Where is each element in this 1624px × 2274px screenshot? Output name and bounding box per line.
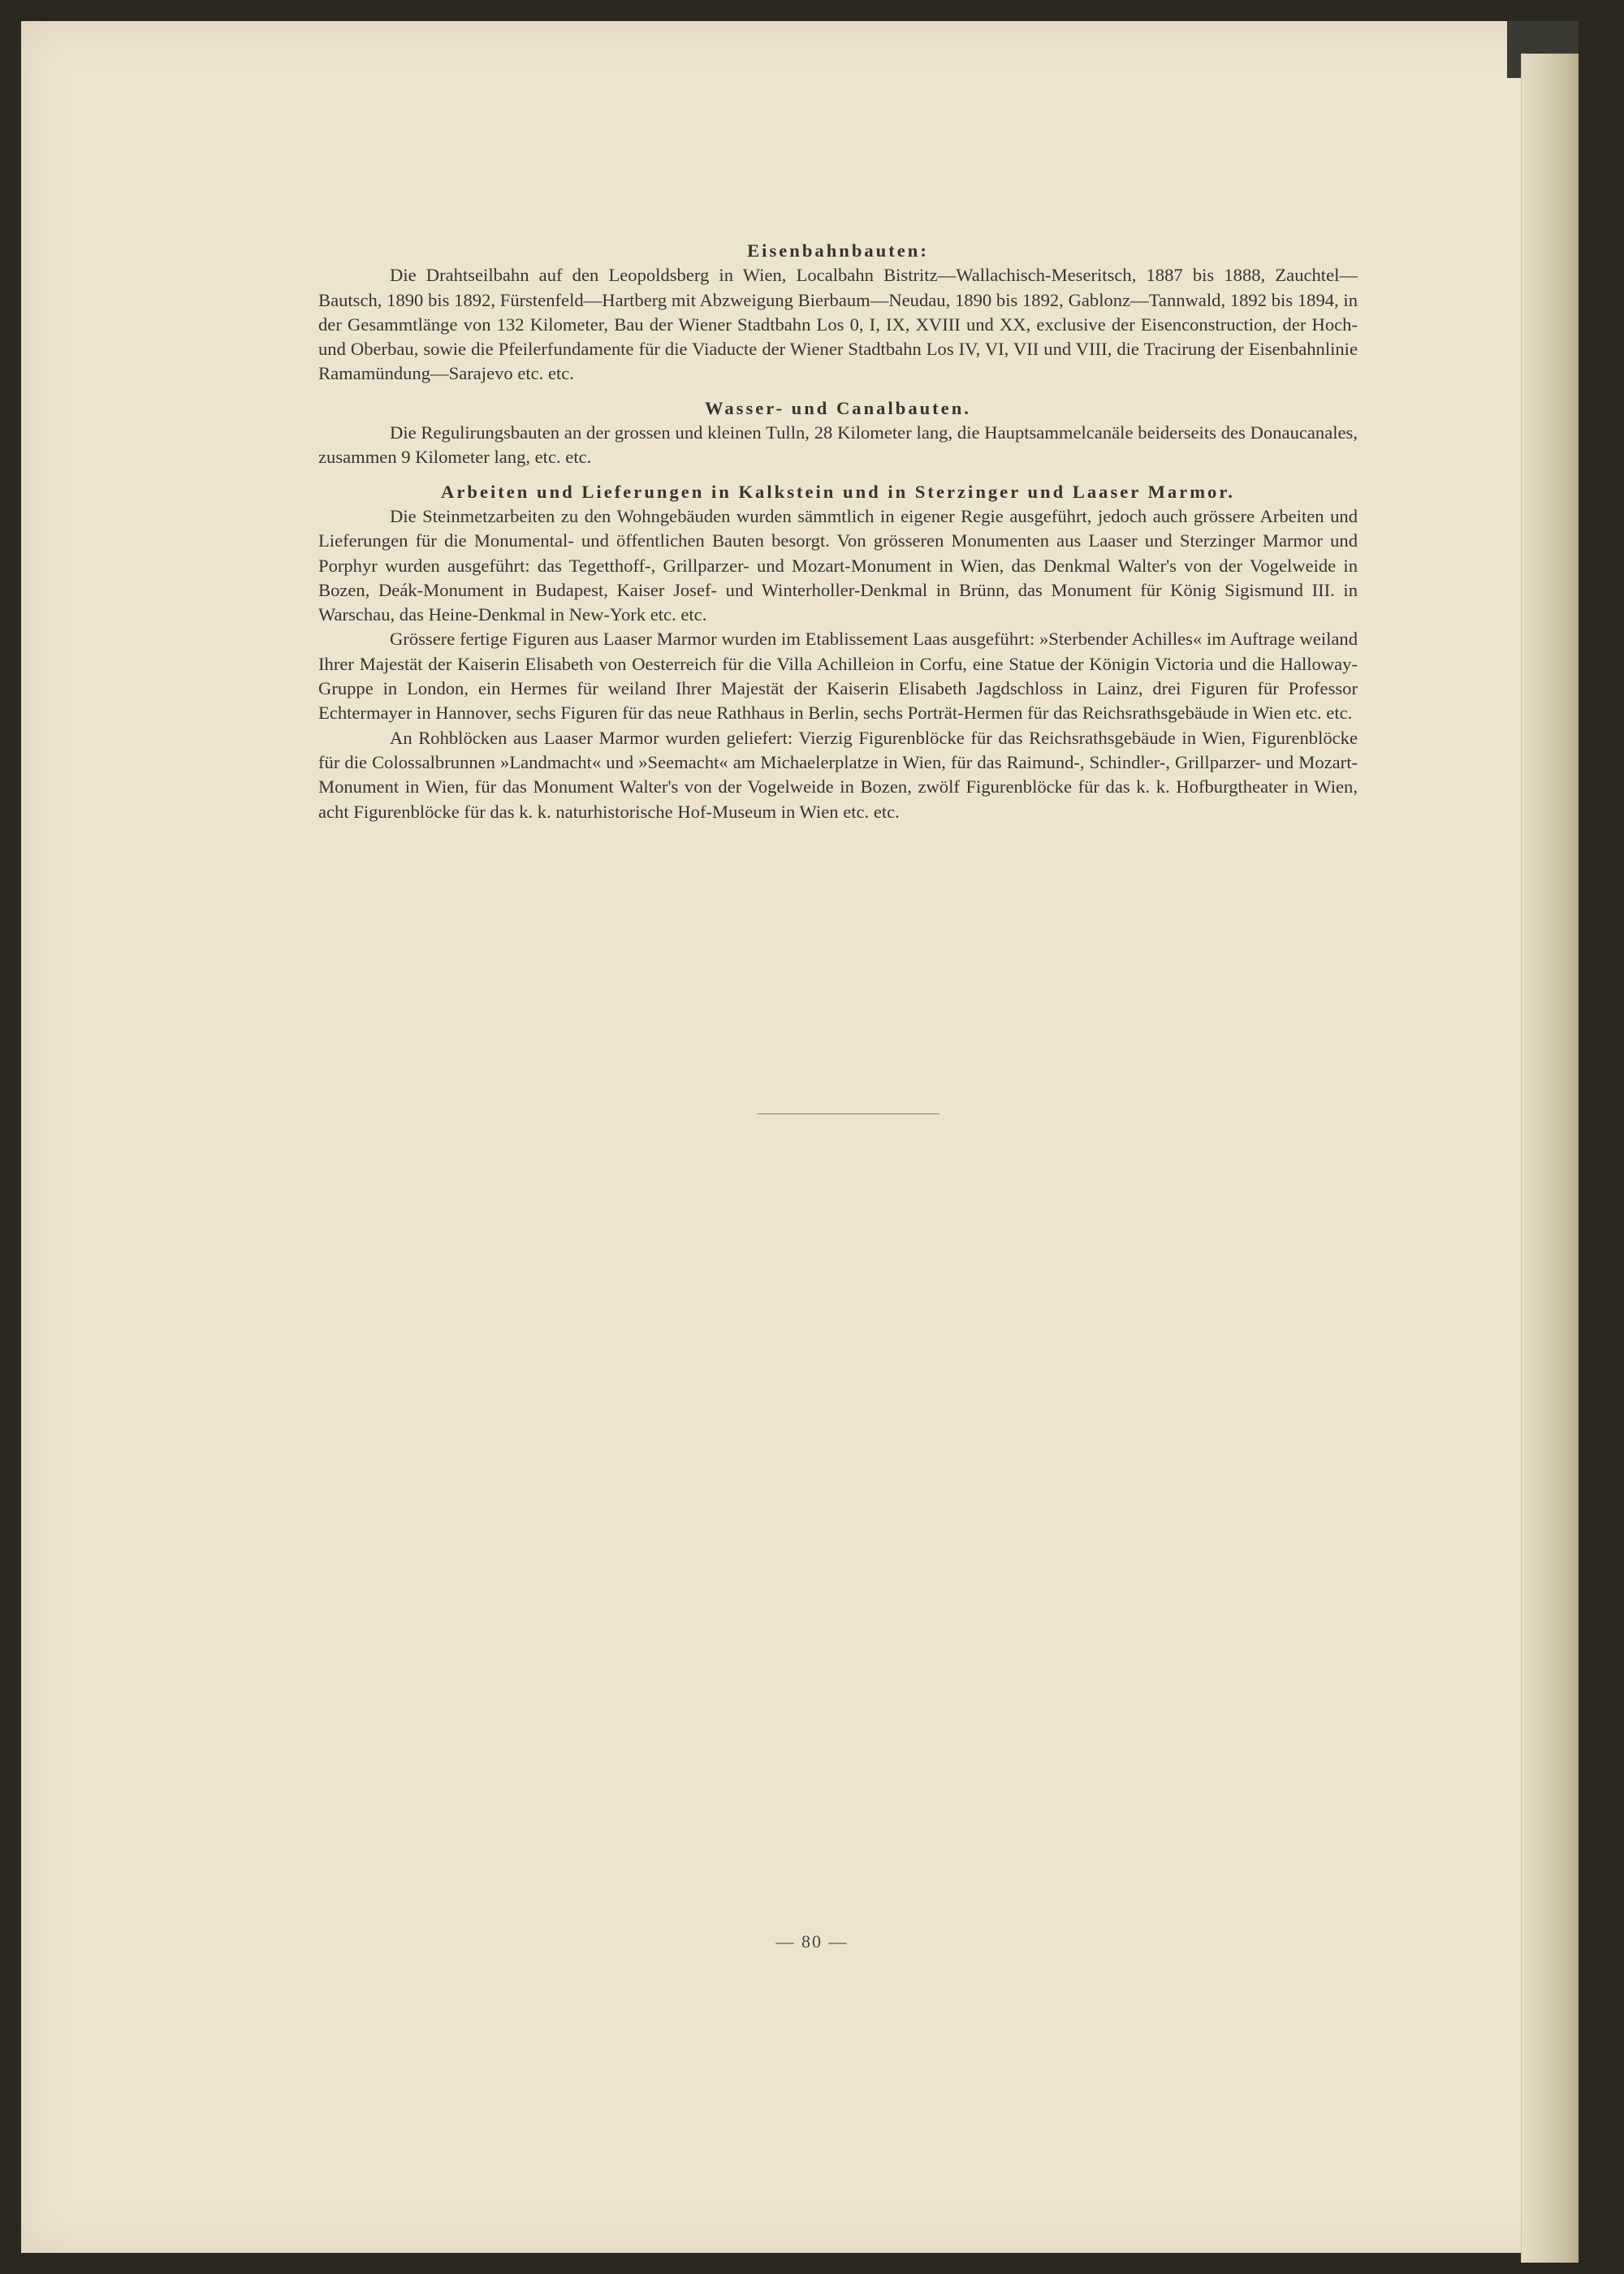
paragraph-wasserbauten: Die Regulirungsbauten an der grossen und kleinen Tulln, 28 Kilometer lang, die Hauptsammelcanäle beiderseits des Donaucanales, zusammen 9 Kilometer lang, etc. etc. bbox=[318, 422, 1358, 468]
section-end-rule bbox=[757, 1113, 939, 1114]
paragraph-steinmetzarbeiten: Die Steinmetzarbeiten zu den Wohngebäuden wurden sämmtlich in eigener Regie ausgeführt, jedoch auch grössere Arbeiten und Lieferungen für die Monumental- und öffentlichen Bauten besorgt. Von grösseren Monumenten aus Laaser und Sterzinger Marmor und Porphyr wurden ausgeführt: das Tegetthoff-, Grillparzer- und Mozart-Monument in Wien, das Denkmal Walter's von der Vogelweide in Bozen, Deák-Monument in Budapest, Kaiser Josef- und Winterholler-Denkmal in Brünn, das Monument für König Sigismund III. in Warschau, das Heine-Denkmal in New-York etc. etc. bbox=[318, 505, 1358, 625]
paragraph-figuren: Grössere fertige Figuren aus Laaser Marmor wurden im Etablissement Laas ausgeführt: »Sterbender Achilles« im Auftrage weiland Ihrer Majestät der Kaiserin Elisabeth von Oesterreich für die Villa Achilleion in Corfu, eine Statue der Königin Victoria und die Halloway-Gruppe in London, ein Hermes für weiland Ihrer Majestät der Kaiserin Elisabeth Jagdschloss in Lainz, drei Figuren für Professor Echtermayer in Hannover, sechs Figuren für das neue Rathhaus in Berlin, sechs Porträt-Hermen für das Reichsrathsgebäude in Wien etc. etc. bbox=[318, 629, 1358, 724]
text-block bbox=[318, 239, 1358, 824]
section-heading-steinarbeiten: Arbeiten und Lieferungen in Kalkstein und in Sterzinger und Laaser Marmor. bbox=[441, 481, 1235, 502]
page-number: — 80 — bbox=[775, 1931, 849, 1952]
paragraph-rohbloecke: An Rohblöcken aus Laaser Marmor wurden geliefert: Vierzig Figurenblöcke für das Reichsrathsgebäude in Wien, Figurenblöcke für die Colossalbrunnen »Landmacht« und »Seemacht« am Michaelerplatze in Wien, für das Raimund-, Schindler-, Grillparzer- und Mozart-Monument in Wien, für das Monument Walter's von der Vogelweide in Bozen, zwölf Figurenblöcke für das k. k. Hofburgtheater in Wien, acht Figurenblöcke für das k. k. naturhistorische Hof-Museum in Wien etc. etc. bbox=[318, 727, 1358, 822]
paragraph-eisenbahnbauten: Die Drahtseilbahn auf den Leopoldsberg in Wien, Localbahn Bistritz—Wallachisch-Meseritsch, 1887 bis 1888, Zauchtel—Bautsch, 1890 bis 1892, Fürstenfeld—Hartberg mit Abzweigung Bierbaum—Neudau, 1890 bis 1892, Gablonz—Tannwald, 1892 bis 1894, in der Gesammtlänge von 132 Kilometer, Bau der Wiener Stadtbahn Los 0, I, IX, XVIII und XX, exclusive der Eisenconstruction, der Hoch- und Oberbau, sowie die Pfeilerfundamente für die Viaducte der Wiener Stadtbahn Los IV, VI, VII und VIII, die Tracirung der Eisenbahnlinie Ramamündung—Sarajevo etc. etc. bbox=[318, 265, 1358, 384]
section-heading-eisenbahnbauten: Eisenbahnbauten: bbox=[747, 240, 929, 261]
section-heading-wasserbauten: Wasser- und Canalbauten. bbox=[705, 397, 971, 418]
